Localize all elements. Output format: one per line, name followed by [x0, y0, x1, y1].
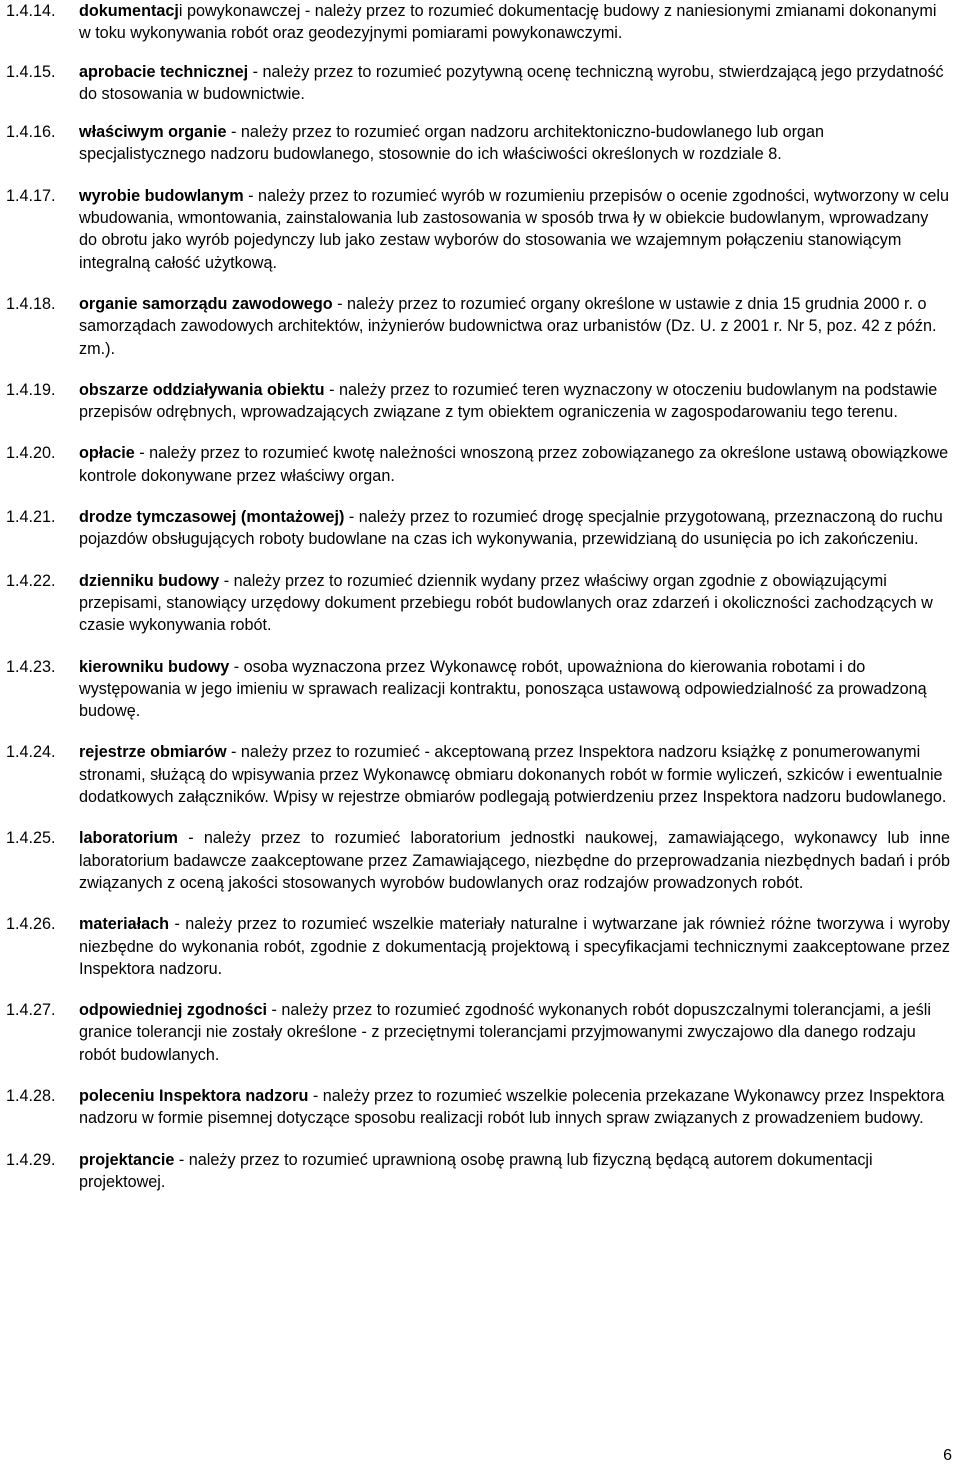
entry-number: 1.4.27.: [6, 1001, 56, 1020]
definition-entry: [6, 185, 950, 274]
definition-entry: [6, 913, 950, 980]
definition-entry: [6, 61, 950, 106]
definition-entry: [6, 741, 950, 808]
entry-text: [79, 442, 950, 487]
entry-text: [79, 185, 950, 274]
entry-number: 1.4.26.: [6, 915, 56, 934]
entry-definition: - należy przez to rozumieć teren wyznaczony w otoczeniu budowlanym na podstawie przepisów odrębnych, wprowadzających związane z tym obiektem ograniczenia w zagospodarowaniu tego terenu.: [79, 380, 938, 422]
entry-term: projektancie: [79, 1150, 175, 1169]
entry-number: 1.4.28.: [6, 1086, 56, 1105]
entry-text: [79, 570, 950, 637]
entry-term: kierowniku budowy: [79, 657, 230, 676]
definition-entry: [6, 506, 950, 551]
entry-definition: - należy przez to rozumieć organy określone w ustawie z dnia 15 grudnia 2000 r. o samorządach zawodowych architektów, inżynierów budownictwa oraz urbanistów (Dz. U. z 2001 r. Nr 5, poz. 42 z późn. zm.).: [79, 294, 937, 358]
entry-definition: - należy przez to rozumieć wyrób w rozumieniu przepisów o ocenie zgodności, wytworzony w celu wbudowania, wmontowania, zainstalowania lub zastosowania w sposób trwa ły w obiekcie budowlanym, wprowadzany do obrotu jako wyrób pojedynczy lub jako zestaw wyborów do stosowania we wzajemnym połączeniu stanowiącym integralną całość użytkową.: [79, 186, 949, 272]
definition-entry: [6, 442, 950, 487]
entry-text: [79, 913, 950, 980]
definition-entry: [6, 0, 950, 45]
entry-text: [79, 379, 950, 424]
entry-number: 1.4.19.: [6, 380, 56, 399]
entry-text: [79, 656, 950, 723]
entry-term: obszarze oddziaływania obiektu: [79, 380, 325, 399]
entry-definition: - należy przez to rozumieć zgodność wykonanych robót dopuszczalnymi tolerancjami, a jeśli granice tolerancji nie zostały określone - z przeciętnymi tolerancjami przyjmowanymi zwyczajowo dla danego rodzaju robót budowlanych.: [79, 1001, 931, 1064]
entry-term: opłacie: [79, 444, 135, 463]
entry-number: 1.4.22.: [6, 571, 56, 590]
entry-definition: - należy przez to rozumieć drogę specjalnie przygotowaną, przeznaczoną do ruchu pojazdów obsługujących roboty budowlane na czas ich wykonywania, przewidzianą do usunięcia po ich zakończeniu.: [79, 508, 943, 549]
definition-entry: [6, 656, 950, 723]
entry-text: [79, 0, 950, 45]
page-number: 6: [943, 1447, 952, 1464]
entry-number: 1.4.25.: [6, 829, 56, 848]
entry-term: dzienniku budowy: [79, 571, 220, 590]
entry-text: [79, 999, 950, 1066]
entry-definition: i powykonawczej - należy przez to rozumieć dokumentację budowy z naniesionymi zmianami dokonanymi w toku wykonywania robót oraz geodezyjnymi pomiarami powykonawczymi.: [79, 2, 937, 43]
entry-definition: - należy przez to rozumieć pozytywną ocenę techniczną wyrobu, stwierdzającą jego przydatność do stosowania w budownictwie.: [79, 62, 944, 103]
entry-text: [79, 121, 950, 166]
entry-number: 1.4.16.: [6, 123, 56, 142]
entry-term: poleceniu Inspektora nadzoru: [79, 1086, 309, 1105]
entry-text: [79, 293, 950, 360]
entry-text: [79, 741, 950, 808]
entry-definition: - należy przez to rozumieć wszelkie polecenia przekazane Wykonawcy przez Inspektora nadzoru w formie pisemnej dotyczące sposobu realizacji robót lub innych spraw związanych z prowadzeniem budowy.: [79, 1086, 945, 1128]
entry-definition: - należy przez to rozumieć wszelkie materiały naturalne i wytwarzane jak również różne tworzywa i wyroby niezbędne do wykonania robót, zgodnie z dokumentacją projektową i specyfikacjami technicznymi zaakceptowane przez Inspektora nadzoru.: [79, 915, 950, 978]
definition-entry: [6, 121, 950, 166]
definition-entry: [6, 827, 950, 894]
entry-definition: - należy przez to rozumieć organ nadzoru architektoniczno-budowlanego lub organ specjalistycznego nadzoru budowlanego, stosownie do ich właściwości określonych w rozdziale 8.: [79, 123, 825, 164]
entry-term: dokumentacj: [79, 2, 179, 20]
entry-term: aprobacie technicznej: [79, 62, 249, 81]
entry-definition: - należy przez to rozumieć dziennik wydany przez właściwy organ zgodnie z obowiązującymi przepisami, stanowiący urzędowy dokument przebiegu robót budowlanych oraz zdarzeń i okoliczności zachodzących w czasie wykonywania robót.: [79, 571, 933, 635]
entry-term: materiałach: [79, 915, 169, 934]
definition-entry: [6, 1149, 950, 1194]
entry-term: właściwym organie: [79, 123, 227, 142]
entry-term: wyrobie budowlanym: [79, 186, 244, 205]
definition-entry: [6, 293, 950, 360]
entry-text: [79, 1149, 950, 1194]
entry-text: [79, 1085, 950, 1130]
entry-number: 1.4.15.: [6, 62, 56, 81]
entry-text: [79, 506, 950, 551]
entry-number: 1.4.29.: [6, 1150, 56, 1169]
entry-definition: - należy przez to rozumieć uprawnioną osobę prawną lub fizyczną będącą autorem dokumentacji projektowej.: [79, 1150, 873, 1191]
definition-entry: [6, 999, 950, 1066]
entry-number: 1.4.20.: [6, 444, 56, 463]
entry-term: organie samorządu zawodowego: [79, 294, 333, 313]
entry-number: 1.4.23.: [6, 657, 56, 676]
entry-definition: - osoba wyznaczona przez Wykonawcę robót, upoważniona do kierowania robotami i do występowania w jego imieniu w sprawach realizacji kontraktu, ponosząca ustawową odpowiedzialność za prowadzoną budowę.: [79, 657, 927, 721]
entry-number: 1.4.17.: [6, 186, 56, 205]
entry-term: laboratorium: [79, 829, 178, 848]
entry-definition: - należy przez to rozumieć laboratorium jednostki naukowej, zamawiającego, wykonawcy lub inne laboratorium badawcze zaakceptowane przez Zamawiającego, niezbędne do przeprowadzania niezbędnych badań i prób związanych z oceną jakości stosowanych wyrobów budowlanych oraz rodzajów prowadzonych robót.: [79, 829, 950, 892]
entry-number: 1.4.14.: [6, 2, 56, 20]
entry-term: rejestrze obmiarów: [79, 743, 227, 762]
entry-number: 1.4.18.: [6, 294, 56, 313]
entry-text: [79, 827, 950, 894]
entry-term: odpowiedniej zgodności: [79, 1001, 267, 1020]
definitions-list: [6, 0, 950, 1212]
entry-number: 1.4.24.: [6, 743, 56, 762]
entry-definition: - należy przez to rozumieć kwotę należności wnoszoną przez zobowiązanego za określone ustawą obowiązkowe kontrole dokonywane przez właściwy organ.: [79, 444, 949, 485]
entry-text: [79, 61, 950, 106]
definition-entry: [6, 1085, 950, 1130]
entry-definition: - należy przez to rozumieć - akceptowaną przez Inspektora nadzoru książkę z ponumerowanymi stronami, służącą do wpisywania przez Wykonawcę obmiaru dokonanych robót w formie wyliczeń, szkiców i ewentualnie dodatkowych załączników. Wpisy w rejestrze obmiarów podlegają potwierdzeniu przez Inspektora nadzoru budowlanego.: [79, 743, 947, 807]
definition-entry: [6, 379, 950, 424]
definition-entry: [6, 570, 950, 637]
entry-number: 1.4.21.: [6, 508, 56, 527]
entry-term: drodze tymczasowej (montażowej): [79, 508, 345, 527]
